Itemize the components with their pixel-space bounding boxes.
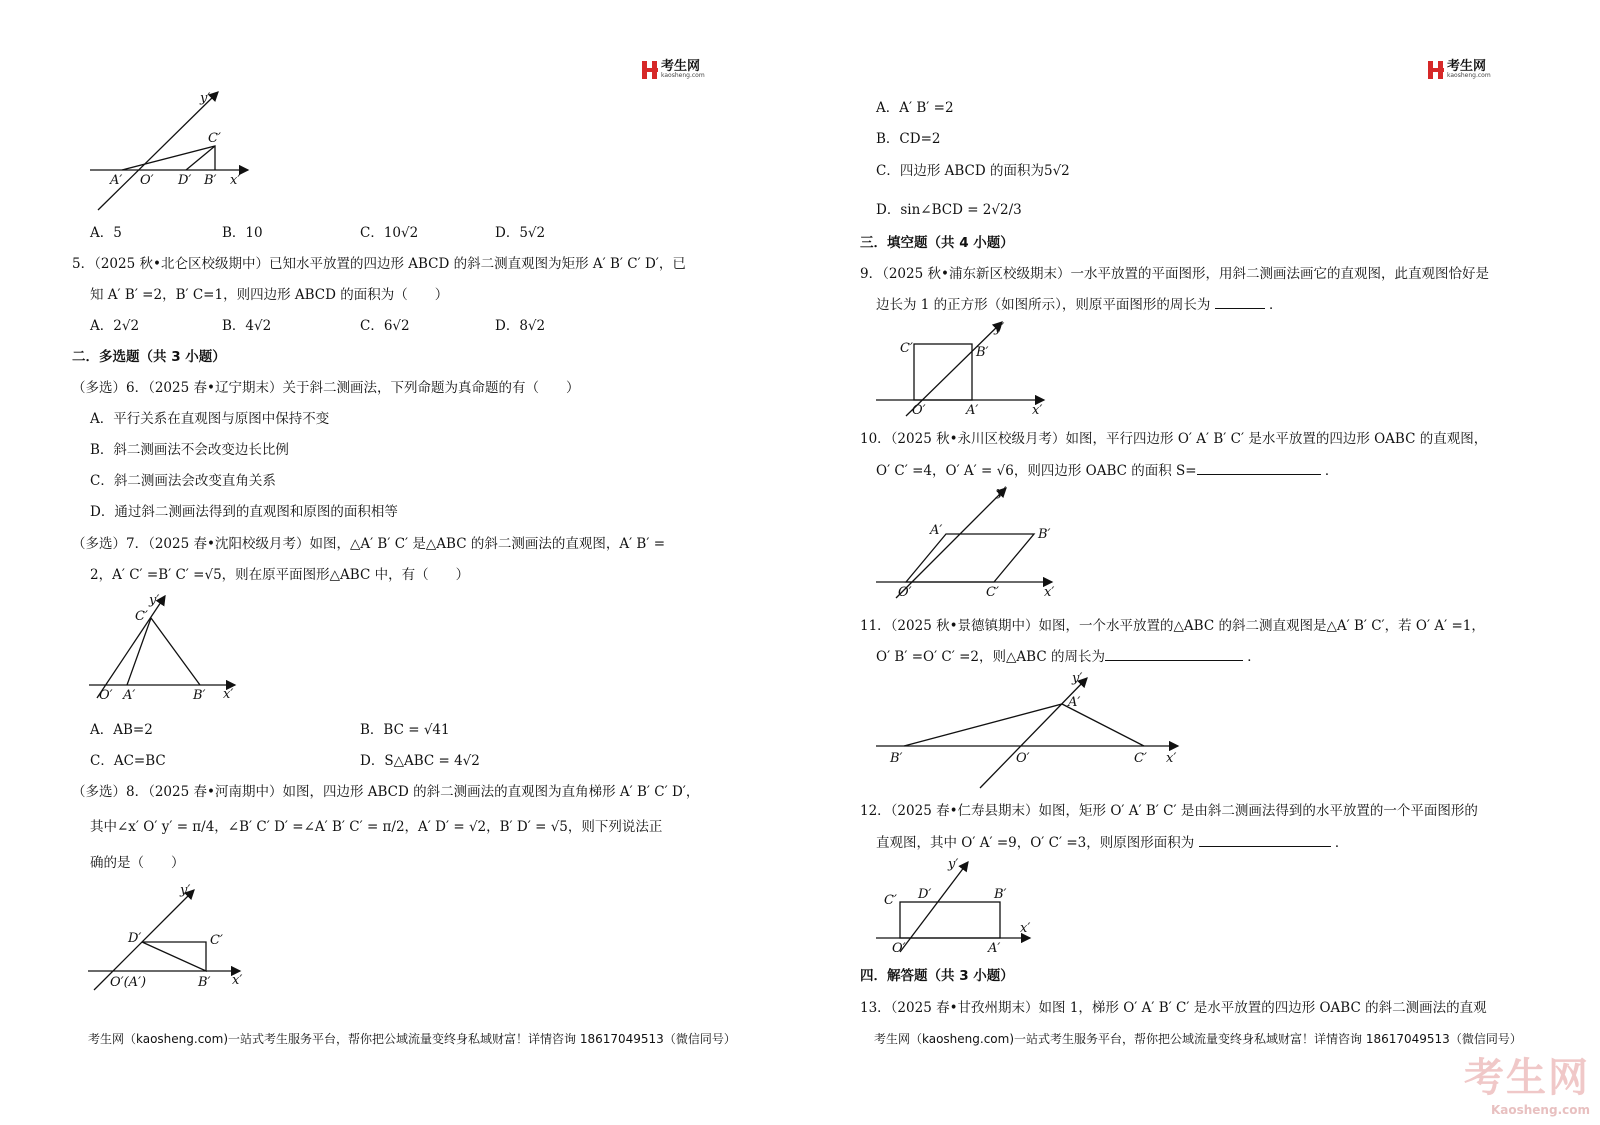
q6-option-c: C．斜二测画法会改变直角关系: [90, 473, 276, 489]
q4-option-c: C．10√2: [360, 225, 419, 241]
logo-domain-right: kaosheng.com: [1447, 72, 1491, 79]
watermark-main: 考生网: [1464, 1055, 1590, 1101]
footer-right: 考生网（kaosheng.com)一站式考生服务平台，帮你把公域流量变终身私域财富！详情咨询 18617049513（微信同号）: [874, 1032, 1522, 1046]
watermark-sub: Kaosheng.com: [1490, 1103, 1590, 1117]
q6-stem: （多选）6．（2025 春•辽宁期末）关于斜二测画法，下列命题为真命题的有（ ）: [72, 380, 580, 396]
q11-label-b: B′: [890, 751, 903, 766]
q4-label-y: y′: [200, 91, 211, 106]
watermark: [1464, 1046, 1590, 1117]
q5-option-b: B．4√2: [222, 318, 272, 334]
q8-label-y: y′: [180, 883, 191, 898]
q8-label-b: B′: [198, 975, 211, 990]
q4-label-x: x′: [230, 173, 241, 188]
q10-stem-line1: 10．（2025 秋•永川区校级月考）如图，平行四边形 O′ A′ B′ C′ 是水平放置的四边形 OABC 的直观图，: [860, 431, 1488, 447]
q12-answer-blank: [1199, 846, 1331, 847]
q8-stem-line1: （多选）8．（2025 春•河南期中）如图，四边形 ABCD 的斜二测画法的直观图为直角梯形 A′ B′ C′ D′，: [72, 784, 700, 800]
q10-answer-blank: [1197, 474, 1321, 475]
q7-option-a: A．AB=2: [90, 722, 153, 738]
q10-text: O′ C′ =4，O′ A′ = √6，则四边形 OABC 的面积 S=: [876, 463, 1197, 479]
q10-label-c: C′: [986, 585, 999, 600]
q11-label-y: y′: [1072, 671, 1083, 686]
q9-stem-line1: 9．（2025 秋•浦东新区校级期末）一水平放置的平面图形，用斜二测画法画它的直观图，此直观图恰好是: [860, 266, 1489, 282]
q7-option-d: D．S△ABC = 4√2: [360, 753, 480, 769]
q10-label-o: O′: [898, 585, 912, 600]
q8-label-c: C′: [210, 933, 223, 948]
q11-label-a: A′: [1068, 695, 1081, 710]
q7-option-c: C．AC=BC: [90, 753, 166, 769]
q8-label-d: D′: [128, 931, 142, 946]
q4-label-c: C′: [208, 131, 221, 146]
q9-label-o: O′: [912, 403, 926, 418]
q8-stem-line2: 其中∠x′ O′ y′ = π/4，∠B′ C′ D′ =∠A′ B′ C′ = π/2，A′ D′ = √2，B′ D′ = √5，则下列说法正: [90, 819, 663, 835]
q5-option-a: A．2√2: [90, 318, 140, 334]
section-4-heading: 四．解答题（共 3 小题）: [860, 968, 1014, 984]
q10-stem-line2: O′ C′ =4，O′ A′ = √6，则四边形 OABC 的面积 S= ．: [876, 463, 1339, 479]
right-page: [800, 0, 1600, 1125]
q9-label-x: x′: [1032, 403, 1043, 418]
q11-stem-line1: 11．（2025 秋•景德镇期中）如图，一个水平放置的△ABC 的斜二测直观图是△A′ B′ C′，若 O′ A′ =1，: [860, 618, 1485, 634]
section-2-heading: 二．多选题（共 3 小题）: [72, 349, 226, 365]
q4-option-d: D．5√2: [495, 225, 546, 241]
q11-text: O′ B′ =O′ C′ =2，则△ABC 的周长为: [876, 649, 1105, 665]
q12-text: 直观图，其中 O′ A′ =9，O′ C′ =3，则原图形面积为: [876, 835, 1195, 851]
q8-option-c: C．四边形 ABCD 的面积为5√2: [876, 163, 1070, 179]
q7-option-b: B．BC = √41: [360, 722, 450, 738]
q12-label-c: C′: [884, 893, 897, 908]
logo-icon: [642, 61, 658, 79]
q12-stem-line2: 直观图，其中 O′ A′ =9，O′ C′ =3，则原图形面积为 ．: [876, 835, 1349, 851]
q11-stem-line2: O′ B′ =O′ C′ =2，则△ABC 的周长为 ．: [876, 649, 1261, 665]
q10-label-a: A′: [930, 523, 943, 538]
q9-label-c: C′: [900, 341, 913, 356]
q12-label-a: A′: [988, 941, 1001, 956]
q4-label-o: O′: [140, 173, 154, 188]
q7-figure: [85, 590, 245, 706]
logo-name: 考生网: [661, 59, 701, 74]
q11-answer-blank: [1105, 660, 1243, 661]
q8-option-b: B．CD=2: [876, 131, 941, 147]
q6-option-d: D．通过斜二测画法得到的直观图和原图的面积相等: [90, 504, 398, 520]
q8-figure: [82, 876, 252, 994]
q12-label-d: D′: [918, 887, 932, 902]
q9-text: 边长为 1 的正方形（如图所示），则原平面图形的周长为: [876, 297, 1211, 313]
q7-label-y: y′: [149, 593, 160, 608]
q12-figure: [872, 852, 1042, 962]
section-3-heading: 三．填空题（共 4 小题）: [860, 235, 1014, 251]
q9-answer-blank: [1215, 308, 1265, 309]
q7-label-a: A′: [123, 688, 136, 703]
logo-name-right: 考生网: [1447, 59, 1487, 74]
q10-label-x: x′: [1044, 585, 1055, 600]
q7-stem-line1: （多选）7．（2025 春•沈阳校级月考）如图，△A′ B′ C′ 是△ABC 的斜二测画法的直观图，A′ B′ =: [72, 536, 666, 552]
q4-label-d: D′: [178, 173, 192, 188]
q9-label-y: y′: [994, 321, 1005, 336]
q5-stem-line1: 5．（2025 秋•北仑区校级期中）已知水平放置的四边形 ABCD 的斜二测直观图为矩形 A′ B′ C′ D′，已: [72, 256, 686, 272]
q12-label-x: x′: [1020, 921, 1031, 936]
brand-logo: [642, 60, 705, 79]
q4-option-b: B．10: [222, 225, 263, 241]
q12-stem-line1: 12．（2025 春•仁寿县期末）如图，矩形 O′ A′ B′ C′ 是由斜二测画法得到的水平放置的一个平面图形的: [860, 803, 1478, 819]
q4-label-a: A′: [110, 173, 123, 188]
q4-figure: [80, 88, 260, 218]
q7-stem-line2: 2，A′ C′ =B′ C′ =√5，则在原平面图形△ABC 中，有（ ）: [90, 567, 470, 583]
q8-option-d: D．sin∠BCD = 2√2/3: [876, 202, 1022, 218]
q10-figure: [872, 482, 1062, 600]
q8-stem-line3: 确的是（ ）: [90, 855, 185, 871]
logo-icon-right: [1428, 61, 1444, 79]
q9-stem-line2: 边长为 1 的正方形（如图所示），则原平面图形的周长为 ．: [876, 297, 1283, 313]
q11-label-c: C′: [1134, 751, 1147, 766]
q9-figure: [872, 318, 1052, 418]
q6-option-a: A．平行关系在直观图与原图中保持不变: [90, 411, 330, 427]
q5-option-d: D．8√2: [495, 318, 546, 334]
q11-label-o: O′: [1016, 751, 1030, 766]
q9-label-a: A′: [966, 403, 979, 418]
q7-label-b: B′: [193, 688, 206, 703]
q12-label-o: O′: [892, 941, 906, 956]
q9-label-b: B′: [976, 345, 989, 360]
q6-option-b: B．斜二测画法不会改变边长比例: [90, 442, 289, 458]
footer-left: 考生网（kaosheng.com)一站式考生服务平台，帮你把公域流量变终身私域财富！详情咨询 18617049513（微信同号）: [88, 1032, 736, 1046]
q10-label-b: B′: [1038, 527, 1051, 542]
q12-label-y: y′: [948, 857, 959, 872]
q8-label-oa: O′(A′): [110, 975, 147, 990]
q7-label-o: O′: [99, 688, 113, 703]
q13-stem-line1: 13．（2025 春•甘孜州期末）如图 1，梯形 O′ A′ B′ C′ 是水平放置的四边形 OABC 的斜二测画法的直观: [860, 1000, 1487, 1016]
q11-label-x: x′: [1166, 751, 1177, 766]
q12-label-b: B′: [994, 887, 1007, 902]
logo-domain: kaosheng.com: [661, 72, 705, 79]
q5-option-c: C．6√2: [360, 318, 410, 334]
q7-label-c: C′: [135, 609, 148, 624]
q4-option-a: A．5: [90, 225, 122, 241]
q11-figure: [872, 666, 1192, 790]
brand-logo-right: [1428, 60, 1491, 79]
q7-label-x: x′: [223, 687, 234, 702]
q10-label-y: y′: [996, 485, 1007, 500]
q8-label-x: x′: [232, 973, 243, 988]
q4-label-b: B′: [204, 173, 217, 188]
q5-stem-line2: 知 A′ B′ =2，B′ C=1，则四边形 ABCD 的面积为（ ）: [90, 287, 449, 303]
q8-option-a: A．A′ B′ =2: [876, 100, 954, 116]
